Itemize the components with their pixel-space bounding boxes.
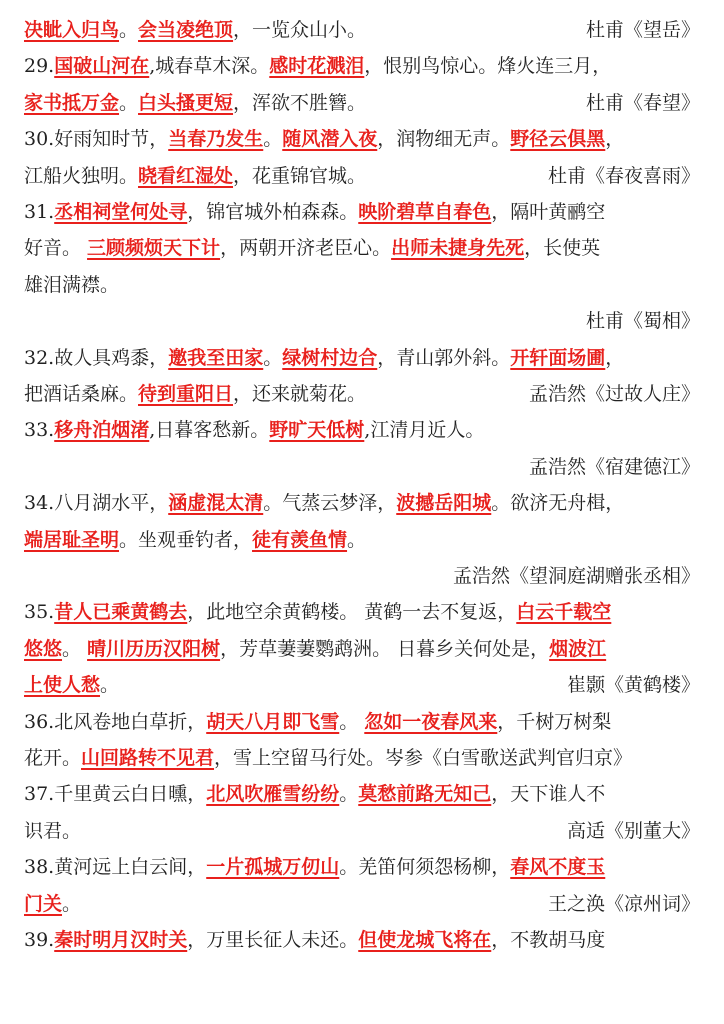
highlighted-verse: 随风潜入夜 — [282, 128, 378, 151]
verse-text: ，隔叶黄鹂空 — [491, 201, 606, 223]
verse-text: 好音。 — [24, 237, 88, 260]
poem-source: 王之涣《凉州词》 — [547, 892, 700, 915]
text-line — [24, 561, 700, 591]
highlighted-verse: 移舟泊烟渚 — [54, 419, 150, 442]
verse-text: 。 — [263, 346, 283, 369]
verse-text: 34.八月湖水平， — [24, 492, 169, 515]
text-line — [24, 379, 700, 409]
highlighted-verse: 野旷天低树 — [269, 419, 365, 442]
highlighted-verse: 忽如一夜春风来 — [364, 710, 498, 733]
verse-text: ，此地空余黄鹤楼。 黄鹤一去不复返， — [187, 601, 517, 624]
verse-text: ,日暮客愁新。 — [149, 419, 270, 442]
verse-text: ， — [605, 128, 625, 151]
verse-text: 江船火独明。 — [24, 164, 139, 187]
verse-text: ，恨别鸟惊心。烽火连三月， — [364, 55, 612, 78]
verse-text: 。 — [347, 528, 367, 551]
text-line — [24, 707, 700, 737]
highlighted-verse: 端居耻圣明 — [24, 528, 120, 551]
verse-text: 。羌笛何须怨杨柳， — [339, 856, 511, 879]
verse-text: ，锦官城外柏森森。 — [187, 201, 359, 223]
highlighted-verse: 山回路转不见君 — [81, 747, 215, 769]
verse-text: 33. — [24, 419, 55, 442]
highlighted-verse: 白头搔更短 — [138, 91, 234, 114]
text-line — [24, 779, 700, 809]
verse-text: ，雪上空留马行处。岑参《白雪歌送武判官归京》 — [214, 747, 633, 769]
verse-text: 。 — [62, 637, 88, 660]
poem-source: 杜甫《春夜喜雨》 — [547, 164, 700, 187]
verse-text: ，万里长征人未还。 — [187, 929, 359, 951]
highlighted-verse: 绿树村边合 — [282, 346, 378, 369]
verse-text: ,城春草木深。 — [149, 55, 270, 78]
text-line — [24, 343, 700, 373]
verse-text: ，芳草萋萋鹦鹉洲。 日暮乡关何处是， — [220, 637, 550, 660]
text-line — [24, 852, 700, 882]
highlighted-verse: 波撼岳阳城 — [396, 492, 492, 515]
verse-text: 32.故人具鸡黍， — [24, 346, 169, 369]
verse-text: ，两朝开济老臣心。 — [220, 237, 392, 260]
verse-text: 30.好雨知时节， — [24, 128, 169, 151]
verse-text: 36.北风卷地白草折， — [24, 710, 207, 733]
text-line — [24, 270, 700, 300]
poem-source: 孟浩然《过故人庄》 — [528, 383, 700, 405]
verse-text: 。 — [100, 674, 120, 697]
verse-text: ，一览众山小。 — [233, 19, 367, 41]
verse-text: 。 — [339, 783, 359, 806]
text-line — [24, 634, 700, 664]
highlighted-verse: 上使人愁 — [24, 674, 101, 697]
poem-source: 高适《别董大》 — [566, 819, 700, 842]
highlighted-verse: 野径云俱黑 — [510, 128, 606, 151]
verse-text: 雄泪满襟。 — [24, 273, 120, 296]
highlighted-verse: 决眦入归鸟 — [24, 19, 120, 41]
text-line — [24, 124, 700, 154]
highlighted-verse: 徒有羡鱼情 — [252, 528, 348, 551]
verse-text: ，天下谁人不 — [491, 783, 606, 806]
text-line — [24, 670, 700, 700]
verse-text: 。 — [119, 19, 139, 41]
poem-source: 杜甫《蜀相》 — [585, 310, 700, 333]
highlighted-verse: 映阶碧草自春色 — [358, 201, 492, 223]
highlighted-verse: 国破山河在 — [54, 55, 150, 78]
text-line — [24, 88, 700, 118]
highlighted-verse: 会当凌绝顶 — [138, 19, 234, 41]
highlighted-verse: 待到重阳日 — [138, 383, 234, 405]
text-line — [24, 197, 700, 227]
verse-text: ，青山郭外斜。 — [377, 346, 511, 369]
verse-text: 。欲济无舟楫， — [491, 492, 625, 515]
highlighted-verse: 秦时明月汉时关 — [54, 929, 188, 951]
verse-text: 。 — [119, 91, 139, 114]
verse-text: 。气蒸云梦泽， — [263, 492, 397, 515]
text-line — [24, 925, 700, 955]
highlighted-verse: 感时花溅泪 — [269, 55, 365, 78]
highlighted-verse: 但使龙城飞将在 — [358, 929, 492, 951]
verse-text: ，不教胡马度 — [491, 929, 606, 951]
highlighted-verse: 涵虚混太清 — [168, 492, 264, 515]
verse-text: 。 — [339, 710, 365, 733]
verse-text: ，千树万树梨 — [497, 710, 612, 733]
verse-text: 把酒话桑麻。 — [24, 383, 139, 405]
highlighted-verse: 三顾频烦天下计 — [87, 237, 221, 260]
highlighted-verse: 家书抵万金 — [24, 91, 120, 114]
poem-source: 杜甫《望岳》 — [585, 19, 700, 41]
text-line — [24, 306, 700, 336]
verse-text: ， — [605, 346, 625, 369]
text-line — [24, 889, 700, 919]
text-line — [24, 452, 700, 482]
verse-text: ，长使英 — [524, 237, 601, 260]
verse-text: 。 — [263, 128, 283, 151]
text-line — [24, 525, 700, 555]
highlighted-verse: 开轩面场圃 — [510, 346, 606, 369]
highlighted-verse: 当春乃发生 — [168, 128, 264, 151]
poem-source: 孟浩然《望洞庭湖赠张丞相》 — [452, 565, 700, 587]
highlighted-verse: 北风吹雁雪纷纷 — [206, 783, 340, 806]
poem-source: 孟浩然《宿建德江》 — [528, 455, 700, 478]
verse-text: 。坐观垂钓者， — [119, 528, 253, 551]
highlighted-verse: 胡天八月即飞雪 — [206, 710, 340, 733]
verse-text: ，花重锦官城。 — [233, 164, 367, 187]
highlighted-verse: 门关 — [24, 892, 63, 915]
highlighted-verse: 一片孤城万仞山 — [206, 856, 340, 879]
highlighted-verse: 晓看红湿处 — [138, 164, 234, 187]
highlighted-verse: 丞相祠堂何处寻 — [54, 201, 188, 223]
poem-source: 崔颢《黄鹤楼》 — [566, 674, 700, 697]
text-line — [24, 233, 700, 263]
text-line — [24, 161, 700, 191]
verse-text: 38.黄河远上白云间， — [24, 856, 207, 879]
text-line — [24, 816, 700, 846]
text-line — [24, 597, 700, 627]
highlighted-verse: 邀我至田家 — [168, 346, 264, 369]
highlighted-verse: 昔人已乘黄鹤去 — [54, 601, 188, 624]
text-line — [24, 415, 700, 445]
verse-text: 识君。 — [24, 819, 82, 842]
text-line — [24, 743, 700, 773]
highlighted-verse: 白云千载空 — [516, 601, 612, 624]
highlighted-verse: 出师未捷身先死 — [391, 237, 525, 260]
text-line — [24, 51, 700, 81]
verse-text: 31. — [24, 201, 55, 223]
highlighted-verse: 悠悠 — [24, 637, 63, 660]
verse-text: 39. — [24, 929, 55, 951]
verse-text: 。 — [62, 892, 82, 915]
highlighted-verse: 莫愁前路无知己 — [358, 783, 492, 806]
poem-source: 杜甫《春望》 — [585, 91, 700, 114]
verse-text: ，浑欲不胜簪。 — [233, 91, 367, 114]
highlighted-verse: 晴川历历汉阳树 — [87, 637, 221, 660]
verse-text: 35. — [24, 601, 55, 624]
text-line — [24, 488, 700, 518]
verse-text: ,江清月近人。 — [364, 419, 485, 442]
highlighted-verse: 烟波江 — [549, 637, 607, 660]
highlighted-verse: 春风不度玉 — [510, 856, 606, 879]
text-line — [24, 15, 700, 45]
verse-text: 29. — [24, 55, 55, 78]
verse-text: ，润物细无声。 — [377, 128, 511, 151]
verse-text: 花开。 — [24, 747, 82, 769]
verse-text: ，还来就菊花。 — [233, 383, 367, 405]
verse-text: 37.千里黄云白日曛， — [24, 783, 207, 806]
